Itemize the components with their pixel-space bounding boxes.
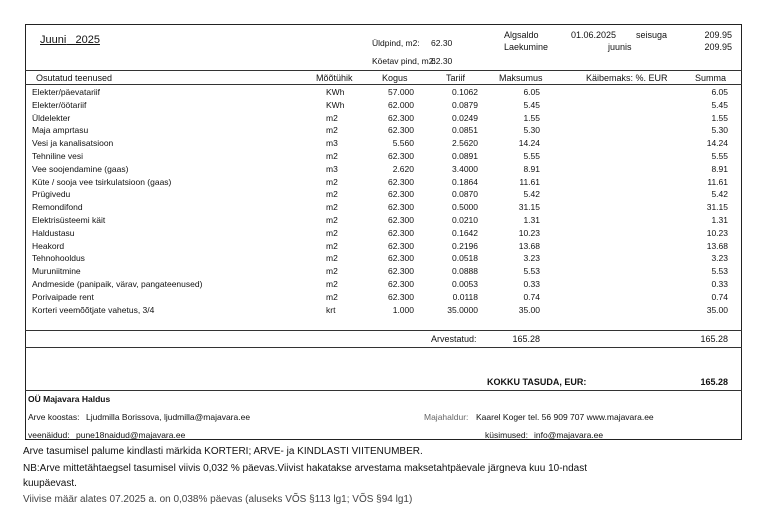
opening-balance-label: Algsaldo	[504, 30, 539, 40]
unit-cell: m2	[326, 279, 338, 289]
invoice-period: Juuni 2025	[40, 34, 100, 46]
qty-cell: 62.300	[388, 125, 414, 136]
qty-cell: 62.300	[388, 189, 414, 200]
qty-cell: 62.300	[388, 279, 414, 289]
service-cell: Vee soojendamine (gaas)	[32, 163, 129, 174]
summary-divider	[25, 330, 742, 331]
table-row	[0, 125, 777, 138]
tariff-cell: 0.5000	[452, 202, 478, 213]
col-service: Osutatud teenused	[36, 73, 113, 83]
grand-total-label: KOKKU TASUDA, EUR:	[487, 377, 587, 387]
qty-cell: 5.560	[392, 138, 414, 149]
service-cell: Andmeside (panipaik, värav, pangateenused)	[32, 279, 203, 289]
table-row	[0, 177, 777, 190]
amount-cell: 0.74	[523, 291, 540, 302]
unit-cell: m2	[326, 189, 338, 200]
summary-bottom-divider	[25, 347, 742, 348]
table-row	[0, 305, 777, 318]
area-heated-label: Köetav pind, m2:	[372, 56, 436, 66]
payment-note-4: Viivise määr alates 07.2025 a. on 0,038% päevas (aluseks VÕS §113 lg1; VÕS §94 lg1)	[23, 494, 413, 505]
table-row	[0, 138, 777, 151]
total-cell: 5.53	[711, 266, 728, 277]
unit-cell: m2	[326, 151, 338, 161]
amount-cell: 14.24	[518, 138, 540, 149]
table-row	[0, 241, 777, 254]
unit-cell: m2	[326, 240, 338, 251]
tariff-cell: 0.0870	[452, 189, 478, 200]
unit-cell: KWh	[326, 99, 345, 110]
service-cell: Prügivedu	[32, 189, 71, 200]
manager-label: Majahaldur:	[424, 412, 469, 422]
qty-cell: 62.300	[388, 266, 414, 277]
service-cell: Korteri veemõõtjate vahetus, 3/4	[32, 304, 155, 315]
qty-cell: 62.000	[388, 99, 414, 110]
company-name: OÜ Majavara Haldus	[28, 394, 111, 404]
qty-cell: 62.300	[388, 227, 414, 238]
readings-label: veenäidud:	[28, 430, 70, 440]
area-total-label: Üldpind, m2:	[372, 38, 420, 48]
unit-cell: krt	[326, 304, 336, 315]
total-cell: 0.33	[711, 279, 728, 289]
total-cell: 14.24	[706, 138, 728, 149]
calculated-label: Arvestatud:	[431, 334, 477, 344]
table-row	[0, 202, 777, 215]
total-cell: 5.42	[711, 189, 728, 200]
col-qty: Kogus	[382, 73, 408, 83]
amount-cell: 5.55	[523, 151, 540, 161]
service-cell: Heakord	[32, 240, 65, 251]
col-total: Summa	[695, 73, 727, 83]
tariff-cell: 0.1062	[452, 87, 478, 97]
qty-cell: 2.620	[392, 163, 414, 174]
tariff-cell: 0.0879	[452, 99, 478, 110]
unit-cell: m2	[326, 202, 338, 213]
total-cell: 11.61	[707, 176, 728, 187]
qty-cell: 62.300	[388, 202, 414, 213]
area-heated-value: 62.30	[431, 56, 453, 66]
readings-email: pune18naidud@majavara.ee	[76, 430, 186, 440]
total-cell: 35.00	[706, 304, 728, 315]
table-row	[0, 253, 777, 266]
unit-cell: m2	[326, 291, 338, 302]
total-cell: 6.05	[711, 87, 728, 97]
service-cell: Haldustasu	[32, 227, 75, 238]
service-cell: Porivaipade rent	[32, 291, 94, 302]
opening-balance-value: 209.95	[704, 30, 732, 40]
questions-email: info@majavara.ee	[534, 430, 604, 440]
table-row	[0, 279, 777, 292]
unit-cell: m3	[326, 163, 338, 174]
service-cell: Muruniitmine	[32, 266, 81, 277]
tariff-cell: 2.5620	[452, 138, 478, 149]
total-cell: 1.31	[711, 215, 728, 225]
header-divider	[25, 70, 742, 71]
service-cell: Küte / sooja vee tsirkulatsioon (gaas)	[32, 176, 172, 187]
income-month: juunis	[608, 42, 632, 52]
qty-cell: 1.000	[392, 304, 414, 315]
unit-cell: m2	[326, 253, 338, 264]
tariff-cell: 0.0249	[452, 112, 478, 123]
total-cell: 8.91	[711, 163, 728, 174]
amount-cell: 0.33	[523, 279, 540, 289]
footer-divider	[25, 390, 742, 391]
amount-cell: 6.05	[523, 87, 540, 97]
total-cell: 13.68	[706, 240, 728, 251]
table-row	[0, 266, 777, 279]
unit-cell: m2	[326, 125, 338, 136]
tariff-cell: 0.1864	[452, 176, 478, 187]
questions-label: küsimused:	[485, 430, 528, 440]
total-cell: 31.15	[706, 202, 728, 213]
unit-cell: m2	[326, 112, 338, 123]
unit-cell: m2	[326, 266, 338, 277]
tariff-cell: 0.0891	[452, 151, 478, 161]
service-cell: Tehnohooldus	[32, 253, 85, 264]
table-row	[0, 87, 777, 100]
payment-note-2: NB:Arve mittetähtaegsel tasumisel viivis 0,032 % päevas.Viivist hakatakse arvestama maksetahtpäevale järgneva kuu 10-ndast	[23, 463, 587, 474]
tariff-cell: 0.2196	[452, 240, 478, 251]
total-cell: 0.74	[711, 291, 728, 302]
col-unit: Mõõtühik	[316, 73, 353, 83]
qty-cell: 62.300	[388, 176, 414, 187]
qty-cell: 62.300	[388, 215, 414, 225]
tariff-cell: 35.0000	[447, 304, 478, 315]
amount-cell: 1.31	[523, 215, 540, 225]
tariff-cell: 0.0518	[452, 253, 478, 264]
table-row	[0, 215, 777, 228]
qty-cell: 62.300	[388, 291, 414, 302]
opening-balance-date: 01.06.2025	[571, 30, 617, 40]
qty-cell: 62.300	[388, 240, 414, 251]
calculated-total: 165.28	[700, 334, 728, 344]
table-row	[0, 228, 777, 241]
tariff-cell: 0.0888	[452, 266, 478, 277]
service-cell: Elektrisüsteemi käit	[32, 215, 106, 225]
unit-cell: m2	[326, 176, 338, 187]
calculated-amount: 165.28	[512, 334, 540, 344]
qty-cell: 57.000	[388, 87, 414, 97]
table-row	[0, 292, 777, 305]
service-cell: Elekter/päevatariif	[32, 87, 101, 97]
table-row	[0, 100, 777, 113]
unit-cell: m2	[326, 215, 338, 225]
amount-cell: 10.23	[518, 227, 540, 238]
tariff-cell: 0.0210	[452, 215, 478, 225]
amount-cell: 5.42	[523, 189, 540, 200]
amount-cell: 13.68	[518, 240, 540, 251]
tariff-cell: 3.4000	[452, 163, 478, 174]
amount-cell: 31.15	[518, 202, 540, 213]
unit-cell: m3	[326, 138, 338, 149]
manager-value: Kaarel Koger tel. 56 909 707 www.majavara.ee	[476, 412, 654, 422]
service-cell: Maja amprtasu	[32, 125, 89, 136]
opening-balance-state: seisuga	[636, 30, 668, 40]
qty-cell: 62.300	[388, 112, 414, 123]
qty-cell: 62.300	[388, 151, 414, 161]
service-cell: Remondifond	[32, 202, 83, 213]
total-cell: 5.55	[711, 151, 728, 161]
service-cell: Tehniline vesi	[32, 151, 84, 161]
service-cell: Vesi ja kanalisatsioon	[32, 138, 114, 149]
total-cell: 3.23	[711, 253, 728, 264]
total-cell: 5.30	[711, 125, 728, 136]
amount-cell: 35.00	[518, 304, 540, 315]
area-total-value: 62.30	[431, 38, 453, 48]
amount-cell: 11.61	[519, 176, 540, 187]
col-tariff: Tariif	[446, 73, 466, 83]
amount-cell: 3.23	[523, 253, 540, 264]
qty-cell: 62.300	[388, 253, 414, 264]
amount-cell: 5.53	[523, 266, 540, 277]
table-row	[0, 113, 777, 126]
col-amount: Maksumus	[499, 73, 543, 83]
service-cell: Elekter/öötariif	[32, 99, 87, 110]
amount-cell: 1.55	[523, 112, 540, 123]
table-row	[0, 164, 777, 177]
tariff-cell: 0.0851	[452, 125, 478, 136]
table-row	[0, 151, 777, 164]
column-divider	[25, 84, 742, 85]
tariff-cell: 0.0053	[452, 279, 478, 289]
payment-note-3: kuupäevast.	[23, 478, 77, 489]
payment-note-1: Arve tasumisel palume kindlasti märkida KORTERI; ARVE- ja KINDLASTI VIITENUMBER.	[23, 446, 423, 457]
amount-cell: 5.45	[523, 99, 540, 110]
income-value: 209.95	[704, 42, 732, 52]
amount-cell: 5.30	[523, 125, 540, 136]
grand-total-value: 165.28	[700, 377, 728, 387]
unit-cell: m2	[326, 227, 338, 238]
prepared-by-value: Ljudmilla Borissova, ljudmilla@majavara.ee	[86, 412, 251, 422]
prepared-by-label: Arve koostas:	[28, 412, 80, 422]
service-cell: Üldelekter	[32, 112, 71, 123]
total-cell: 10.23	[706, 227, 728, 238]
amount-cell: 8.91	[523, 163, 540, 174]
total-cell: 1.55	[711, 112, 728, 123]
unit-cell: KWh	[326, 87, 345, 97]
total-cell: 5.45	[711, 99, 728, 110]
table-row	[0, 189, 777, 202]
tariff-cell: 0.0118	[452, 291, 478, 302]
col-vat: Käibemaks: %. EUR	[586, 73, 668, 83]
income-label: Laekumine	[504, 42, 549, 52]
tariff-cell: 0.1642	[452, 227, 478, 238]
